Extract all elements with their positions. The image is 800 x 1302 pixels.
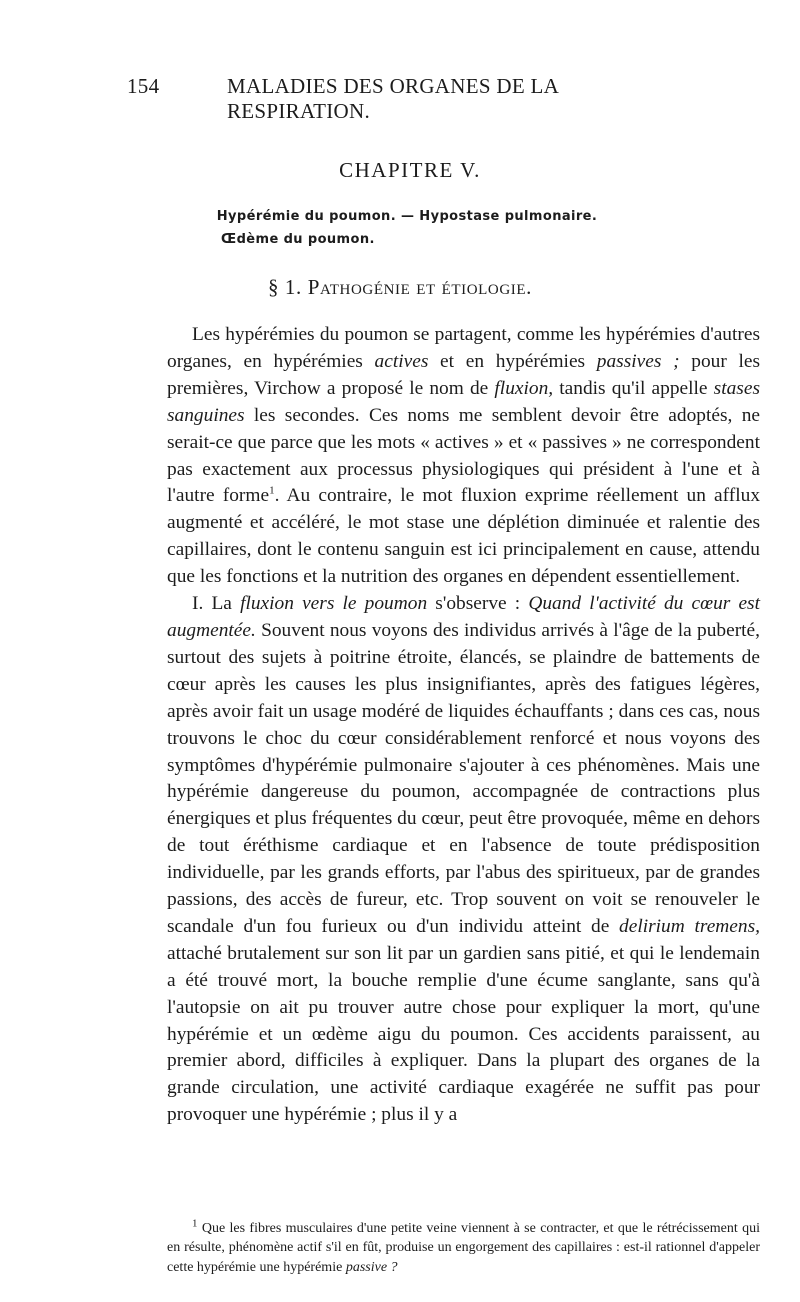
chapter-subtitle-line1: Hypérémie du poumon. — Hypostase pulmonaire.	[216, 209, 598, 224]
section-title: Pathogénie et étiologie.	[307, 275, 533, 299]
page-number: 154	[127, 74, 160, 98]
footnote	[167, 1219, 760, 1277]
paragraph-2	[167, 591, 760, 1129]
emphasis-actives: actives	[374, 350, 429, 372]
paragraph-1	[167, 322, 760, 591]
emphasis-activite-coeur: Quand l'activité du cœur est augmentée.	[167, 593, 760, 641]
text-run: et en hypérémies	[428, 350, 597, 372]
emphasis-fluxion-poumon: fluxion vers le poumon	[240, 593, 428, 615]
footnote-marker: 1	[192, 1217, 198, 1230]
text-run: Les hypérémies du poumon se partagent, comme les hypérémies d'autres organes, en hypérémies	[167, 324, 760, 372]
emphasis-delirium: delirium tremens,	[619, 915, 760, 937]
running-head	[127, 74, 687, 123]
emphasis-passive: passive ?	[345, 1259, 398, 1275]
text-run: I. La	[192, 593, 241, 615]
text-run: attaché brutalement sur son lit par un gardien sans pitié, et qui le lendemain a été trouvé mort, la bouche remplie d'une écume sanglante, sans qu'à l'autopsie on ait pu trouver autre chose pour expliquer la mort, qu'une hypérémie et un œdème aigu du poumon. Ces accidents paraissent, au premier abord, difficiles à expliquer. Dans la plupart des organes de la grande circulation, une activité cardiaque exagérée ne suffit pas pour provoquer une hypérémie ; plus il y a	[167, 942, 760, 1126]
text-run: tandis qu'il appelle	[553, 377, 714, 399]
text-run: s'observe :	[427, 593, 529, 615]
running-title: MALADIES DES ORGANES DE LA RESPIRATION.	[227, 74, 558, 123]
chapter-subtitle-line2: Œdème du poumon.	[221, 232, 375, 247]
section-heading	[0, 275, 800, 300]
text-run: pour les premières, Virchow a proposé le nom de	[167, 350, 761, 399]
section-number: § 1.	[267, 275, 302, 299]
emphasis-fluxion: fluxion,	[494, 377, 554, 399]
footnote-text	[167, 1219, 760, 1277]
text-run: . Au contraire, le mot fluxion exprime réellement un afflux augmenté et accéléré, le mot stase une déplétion diminuée et ralentie des capillaires, dont le contenu sanguin est ici principalement en cause, attendu que les fonctions et la nutrition des organes en dépendent essentiellement.	[167, 485, 761, 588]
text-run: Souvent nous voyons des individus arrivés à l'âge de la puberté, surtout des sujets à poitrine étroite, élancés, se plaindre de battements de cœur après les causes les plus insignifiantes, après des fatigues légères, après avoir fait un usage modéré de liquides échauffants ; dans ces cas, nous trouvons le choc du cœur considérablement renforcé et nous voyons des symptômes d'hypérémie pulmonaire s'ajouter à ces phénomènes. Mais une hypérémie dangereuse du poumon, accompagnée de contractions plus énergiques et plus fréquentes du cœur, peut être provoquée, même en dehors de tout éréthisme cardiaque et en l'absence de toute prédisposition individuelle, par les grands efforts, par l'abus des spiritueux, par de grandes passions, des accès de fureur, etc. Trop souvent on voit se renouveler le scandale d'un fou furieux ou d'un individu atteint de	[167, 619, 760, 937]
body-text	[167, 322, 760, 1129]
text-run: les secondes. Ces noms me semblent devoir être adoptés, ne serait-ce que parce que les mots « actives » et « passives » ne correspondent pas exactement aux processus physiologiques qui président à l'une et à l'autre forme	[167, 404, 760, 507]
footnote-reference[interactable]: 1	[269, 484, 275, 497]
text-run: Que les fibres musculaires d'une petite veine viennent à se contracter, et que le rétrécissement qui en résulte, phénomène actif s'il en fût, produise un engorgement des capillaires : est-il rationnel d'appeler cette hypérémie une hypérémie	[167, 1221, 760, 1275]
chapter-title: CHAPITRE V.	[339, 158, 481, 182]
emphasis-passives: passives ;	[596, 350, 680, 372]
emphasis-stases: stases sanguines	[167, 377, 760, 426]
